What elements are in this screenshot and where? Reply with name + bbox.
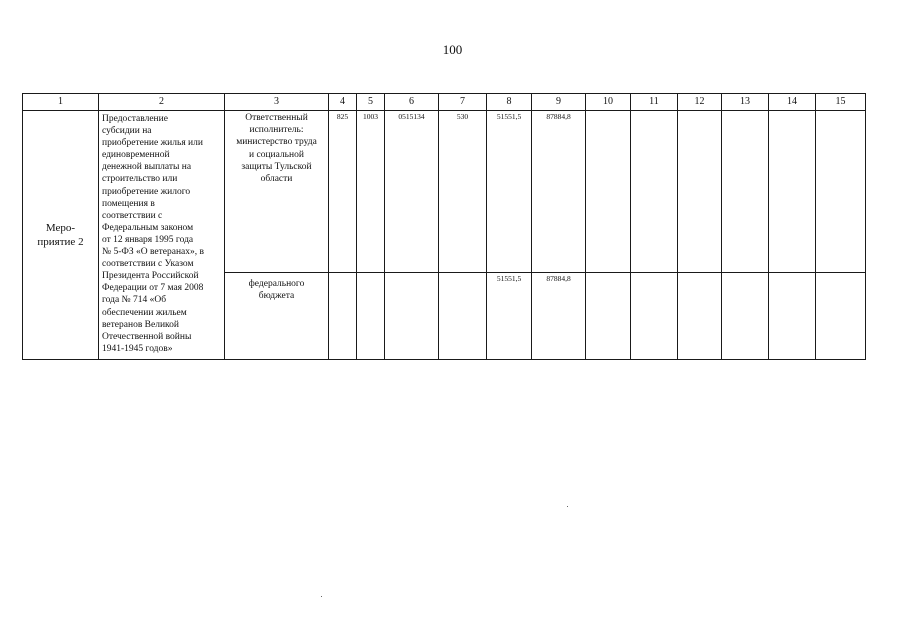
table-cell <box>329 273 357 360</box>
description-line: Федеральным законом <box>102 222 194 233</box>
responsible-line: бюджета <box>258 291 295 302</box>
budget-table <box>22 93 866 360</box>
measure-description <box>99 111 225 360</box>
scan-speck <box>567 506 568 507</box>
table-cell <box>816 111 866 273</box>
table-cell <box>678 111 722 273</box>
description-line: года № 714 «Об <box>102 295 167 306</box>
table-row <box>23 111 866 273</box>
responsible-line: защиты Тульской <box>241 161 312 172</box>
column-number: 2 <box>99 94 225 111</box>
table-cell: 825 <box>329 111 357 273</box>
description-line: Федерации от 7 мая 2008 <box>102 283 204 294</box>
page-number: 100 <box>442 42 463 57</box>
table-cell <box>769 111 816 273</box>
description-line: ветеранов Великой <box>102 319 180 330</box>
description-line: денежной выплаты на <box>102 162 192 173</box>
table-cell: 87884,8 <box>532 111 586 273</box>
column-number: 14 <box>769 94 816 111</box>
responsible-line: области <box>260 174 293 185</box>
description-line: единовременной <box>102 150 170 161</box>
table-cell <box>586 111 631 273</box>
column-number: 5 <box>357 94 385 111</box>
responsible-line: министерство труда <box>236 137 317 148</box>
description-line: приобретение жилого <box>102 186 191 197</box>
scan-speck <box>321 596 322 597</box>
measure-label <box>23 111 99 360</box>
column-number-row <box>23 94 866 111</box>
column-number: 15 <box>816 94 866 111</box>
column-number: 10 <box>586 94 631 111</box>
description-line: строительство или <box>102 174 178 185</box>
table-cell <box>631 111 678 273</box>
description-line: помещения в <box>102 198 155 209</box>
table-cell <box>385 273 439 360</box>
description-line: № 5-ФЗ «О ветеранах», в <box>102 247 204 258</box>
table-cell <box>439 273 487 360</box>
table-cell <box>357 273 385 360</box>
table-cell: 87884,8 <box>532 273 586 360</box>
description-line: Отечественной войны <box>102 331 192 342</box>
description-line: от 12 января 1995 года <box>102 234 194 245</box>
table-cell <box>722 111 769 273</box>
column-number: 8 <box>487 94 532 111</box>
column-number: 3 <box>225 94 329 111</box>
measure-label-line: приятие 2 <box>37 236 84 248</box>
column-number: 4 <box>329 94 357 111</box>
table-cell: 0515134 <box>385 111 439 273</box>
responsible-line: исполнитель: <box>249 125 304 136</box>
table-cell <box>586 273 631 360</box>
column-number: 7 <box>439 94 487 111</box>
table-cell <box>769 273 816 360</box>
column-number: 9 <box>532 94 586 111</box>
table-cell <box>631 273 678 360</box>
description-line: приобретение жилья или <box>102 138 203 149</box>
responsible-line: и социальной <box>249 149 304 160</box>
funding-source <box>225 273 329 360</box>
table-cell: 51551,5 <box>487 273 532 360</box>
measure-label-line: Меро- <box>45 222 76 234</box>
column-number: 1 <box>23 94 99 111</box>
description-line: соответствии с Указом <box>102 259 194 270</box>
description-line: субсидии на <box>102 126 152 137</box>
description-line: 1941-1945 годов» <box>102 343 173 354</box>
column-number: 12 <box>678 94 722 111</box>
column-number: 13 <box>722 94 769 111</box>
table-cell <box>816 273 866 360</box>
table-cell: 51551,5 <box>487 111 532 273</box>
description-line: соответствии с <box>102 210 163 221</box>
table-cell <box>722 273 769 360</box>
column-number: 11 <box>631 94 678 111</box>
table-cell: 1003 <box>357 111 385 273</box>
description-line: обеспечении жильем <box>102 307 187 318</box>
responsible-line: федерального <box>248 279 305 289</box>
description-line: Предоставление <box>102 114 168 124</box>
column-number: 6 <box>385 94 439 111</box>
description-line: Президента Российской <box>102 271 199 282</box>
table-cell <box>678 273 722 360</box>
table-cell: 530 <box>439 111 487 273</box>
responsible-line: Ответственный <box>245 113 308 123</box>
responsible-executor <box>225 111 329 273</box>
